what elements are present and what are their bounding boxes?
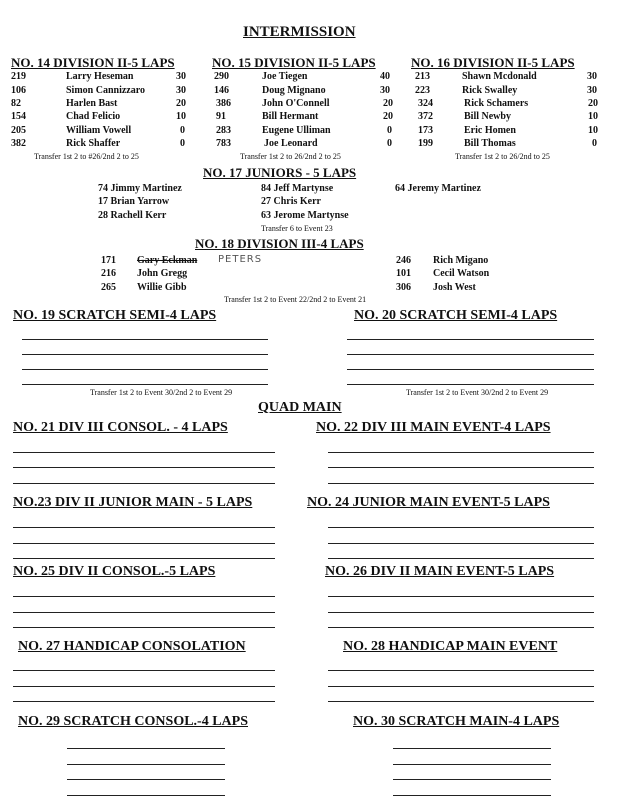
race-24-heading: NO. 24 JUNIOR MAIN EVENT-5 LAPS (307, 495, 550, 510)
blank-line (393, 748, 551, 749)
race-18-transfer-note: Transfer 1st 2 to Event 22/2nd 2 to Event 21 (224, 295, 367, 304)
entry-item: 74 Jimmy Martinez (98, 183, 182, 194)
entry-points: 20 (383, 98, 393, 109)
race-15-transfer-note: Transfer 1st 2 to 26/2nd 2 to 25 (240, 152, 341, 161)
entry-number: 154 (11, 111, 26, 122)
blank-line (328, 612, 594, 613)
blank-line (347, 384, 594, 385)
entry-name: Bill Thomas (464, 138, 516, 149)
entry-number: 91 (216, 111, 226, 122)
quad-main-heading: QUAD MAIN (258, 400, 342, 415)
race-19-transfer-note: Transfer 1st 2 to Event 30/2nd 2 to Event 29 (90, 388, 233, 397)
entry-item: 63 Jerome Martynse (261, 210, 349, 221)
entry-name-struck: Gary Eckman (137, 255, 198, 266)
entry-number: 246 (396, 255, 411, 266)
entry-item: 84 Jeff Martynse (261, 183, 334, 194)
blank-line (328, 627, 594, 628)
race-27-heading: NO. 27 HANDICAP CONSOLATION (18, 639, 246, 654)
entry-name: John O'Connell (262, 98, 330, 109)
blank-line (13, 701, 275, 702)
entry-number: 146 (214, 85, 229, 96)
entry-points: 0 (387, 125, 392, 136)
blank-line (347, 369, 594, 370)
entry-name: Bill Hermant (262, 111, 319, 122)
entry-number: 265 (101, 282, 116, 293)
blank-line (13, 527, 275, 528)
blank-line (13, 452, 275, 453)
entry-number: 306 (396, 282, 411, 293)
entry-name: Rick Schamers (464, 98, 529, 109)
blank-line (328, 543, 594, 544)
entry-points: 40 (380, 71, 390, 82)
race-30-heading: NO. 30 SCRATCH MAIN-4 LAPS (353, 714, 560, 729)
blank-line (13, 543, 275, 544)
entry-number: 783 (216, 138, 231, 149)
blank-line (328, 686, 594, 687)
blank-line (13, 467, 275, 468)
entry-item: 64 Jeremy Martinez (395, 183, 481, 194)
entry-number: 324 (418, 98, 433, 109)
entry-name: Cecil Watson (433, 268, 490, 279)
race-23-heading: NO.23 DIV II JUNIOR MAIN - 5 LAPS (13, 495, 253, 510)
entry-number: 283 (216, 125, 231, 136)
blank-line (328, 467, 594, 468)
entry-name: Bill Newby (464, 111, 511, 122)
entry-number: 386 (216, 98, 231, 109)
blank-line (347, 339, 594, 340)
entry-number: 173 (418, 125, 433, 136)
entry-points: 0 (180, 125, 185, 136)
entry-number: 223 (415, 85, 430, 96)
race-17-heading: NO. 17 JUNIORS - 5 LAPS (203, 165, 357, 180)
race-22-heading: NO. 22 DIV III MAIN EVENT-4 LAPS (316, 420, 551, 435)
entry-number: 219 (11, 71, 26, 82)
entry-number: 372 (418, 111, 433, 122)
blank-line (13, 483, 275, 484)
race-28-heading: NO. 28 HANDICAP MAIN EVENT (343, 639, 558, 654)
blank-line (13, 627, 275, 628)
blank-line (328, 701, 594, 702)
entry-name: Rick Shaffer (66, 138, 121, 149)
entry-number: 171 (101, 255, 116, 266)
race-16-heading: NO. 16 DIVISION II-5 LAPS (411, 55, 575, 70)
race-14-transfer-note: Transfer 1st 2 to #26/2nd 2 to 25 (34, 152, 139, 161)
entry-number: 199 (418, 138, 433, 149)
race-14-heading: NO. 14 DIVISION II-5 LAPS (11, 55, 175, 70)
entry-name: Eric Homen (464, 125, 516, 136)
entry-number: 101 (396, 268, 411, 279)
entry-points: 20 (588, 98, 598, 109)
blank-line (393, 779, 551, 780)
entry-name: Joe Leonard (264, 138, 318, 149)
race-18-heading: NO. 18 DIVISION III-4 LAPS (195, 236, 364, 251)
entry-points: 30 (176, 85, 186, 96)
entry-name: William Vowell (66, 125, 132, 136)
blank-line (393, 764, 551, 765)
blank-line (328, 596, 594, 597)
entry-name: Josh West (433, 282, 476, 293)
race-25-heading: NO. 25 DIV II CONSOL.-5 LAPS (13, 564, 216, 579)
blank-line (22, 369, 268, 370)
entry-number: 216 (101, 268, 116, 279)
handwritten-correction: PETERS (218, 254, 263, 265)
blank-line (328, 527, 594, 528)
entry-points: 30 (176, 71, 186, 82)
entry-name: Rick Swalley (462, 85, 518, 96)
race-16-transfer-note: Transfer 1st 2 to 26/2nd to 25 (455, 152, 550, 161)
entry-name: Harlen Bast (66, 98, 118, 109)
entry-name: Willie Gibb (137, 282, 187, 293)
entry-name: Joe Tiegen (262, 71, 308, 82)
entry-name: Rich Migano (433, 255, 489, 266)
entry-name: Shawn Mcdonald (462, 71, 537, 82)
page-title: INTERMISSION (243, 24, 356, 40)
blank-line (67, 795, 225, 796)
blank-line (13, 670, 275, 671)
entry-name: Doug Mignano (262, 85, 326, 96)
entry-item: 17 Brian Yarrow (98, 196, 170, 207)
race-15-heading: NO. 15 DIVISION II-5 LAPS (212, 55, 376, 70)
blank-line (393, 795, 551, 796)
entry-points: 0 (387, 138, 392, 149)
race-29-heading: NO. 29 SCRATCH CONSOL.-4 LAPS (18, 714, 248, 729)
entry-name: John Gregg (137, 268, 188, 279)
entry-number: 82 (11, 98, 21, 109)
blank-line (67, 764, 225, 765)
blank-line (22, 339, 268, 340)
entry-points: 20 (383, 111, 393, 122)
entry-number: 205 (11, 125, 26, 136)
entry-name: Eugene Ulliman (262, 125, 331, 136)
entry-item: 28 Rachell Kerr (98, 210, 167, 221)
blank-line (328, 558, 594, 559)
entry-points: 30 (587, 71, 597, 82)
blank-line (328, 452, 594, 453)
blank-line (67, 748, 225, 749)
entry-points: 10 (588, 111, 598, 122)
race-20-transfer-note: Transfer 1st 2 to Event 30/2nd 2 to Event 29 (406, 388, 549, 397)
race-26-heading: NO. 26 DIV II MAIN EVENT-5 LAPS (325, 564, 555, 579)
entry-name: Simon Cannizzaro (66, 85, 145, 96)
race-17-transfer-note: Transfer 6 to Event 23 (261, 224, 333, 233)
blank-line (328, 670, 594, 671)
entry-number: 106 (11, 85, 26, 96)
race-20-heading: NO. 20 SCRATCH SEMI-4 LAPS (354, 308, 558, 323)
entry-number: 290 (214, 71, 229, 82)
entry-number: 213 (415, 71, 430, 82)
blank-line (347, 354, 594, 355)
entry-points: 10 (588, 125, 598, 136)
entry-points: 20 (176, 98, 186, 109)
entry-points: 30 (587, 85, 597, 96)
blank-line (13, 596, 275, 597)
blank-line (13, 612, 275, 613)
entry-points: 0 (592, 138, 597, 149)
blank-line (67, 779, 225, 780)
entry-points: 30 (380, 85, 390, 96)
blank-line (13, 686, 275, 687)
entry-number: 382 (11, 138, 26, 149)
entry-name: Larry Heseman (66, 71, 134, 82)
blank-line (328, 483, 594, 484)
entry-points: 10 (176, 111, 186, 122)
race-19-heading: NO. 19 SCRATCH SEMI-4 LAPS (13, 308, 217, 323)
blank-line (22, 354, 268, 355)
entry-item: 27 Chris Kerr (261, 196, 321, 207)
entry-name: Chad Felicio (66, 111, 121, 122)
entry-points: 0 (180, 138, 185, 149)
race-21-heading: NO. 21 DIV III CONSOL. - 4 LAPS (13, 420, 228, 435)
blank-line (22, 384, 268, 385)
blank-line (13, 558, 275, 559)
